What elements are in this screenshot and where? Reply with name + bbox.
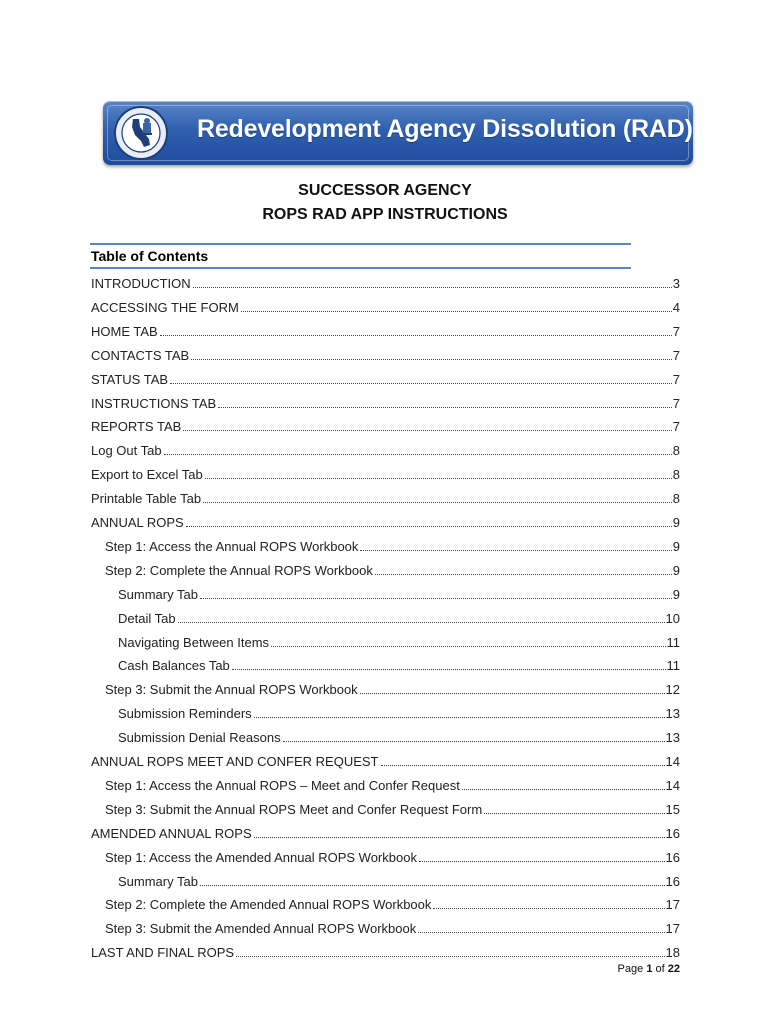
toc-entry[interactable] [105,912,680,936]
toc-entry-label: Step 3: Submit the Annual ROPS Meet and Confer Request Form [105,801,483,817]
toc-entry-label: Summary Tab [118,586,198,602]
department-of-finance-seal-icon [113,105,169,161]
toc-entry-label: Summary Tab [118,873,198,889]
toc-leader-dots [160,334,672,336]
toc-leader-dots [381,764,665,766]
toc-entry-page: 3 [672,276,680,291]
toc-leader-dots [183,429,671,431]
toc-entry[interactable] [105,530,680,554]
toc-entry-page: 9 [672,586,680,602]
toc-entry[interactable] [91,387,680,411]
toc-entry-page: 9 [672,538,680,554]
toc-entry-page: 8 [672,491,680,507]
toc-entry-label: LAST AND FINAL ROPS [91,945,235,961]
toc-entry-page: 13 [665,706,680,722]
toc-entry-label: INTRODUCTION [91,276,191,291]
toc-entry-label: Step 3: Submit the Amended Annual ROPS Workbook [105,921,417,937]
footer-total-pages: 22 [667,963,680,975]
toc-leader-dots [193,286,672,288]
document-title-line1: SUCCESSOR AGENCY [298,182,472,199]
toc-leader-dots [170,382,672,384]
toc-leader-dots [418,931,664,933]
toc-entry-page: 12 [665,682,680,698]
toc-top-rule [90,243,631,245]
toc-entry-page: 9 [672,562,680,578]
toc-leader-dots [186,525,672,527]
header-banner [103,101,693,165]
toc-entry-label: Cash Balances Tab [118,658,230,674]
toc-leader-dots [462,788,665,790]
toc-entry[interactable] [105,841,680,865]
toc-entry-label: Step 2: Complete the Annual ROPS Workbook [105,562,373,578]
toc-entry-page: 14 [665,754,680,769]
toc-entry[interactable] [118,602,680,626]
toc-entry-page: 7 [672,419,680,435]
toc-entry-page: 16 [665,873,680,889]
toc-entry[interactable] [118,649,680,673]
toc-entry-page: 16 [665,849,680,865]
toc-entry[interactable] [91,817,680,841]
toc-entry-page: 7 [672,323,680,339]
toc-entry[interactable] [91,339,680,363]
toc-entry[interactable] [105,793,680,817]
toc-entry[interactable] [91,267,680,291]
toc-entry-label: INSTRUCTIONS TAB [91,395,217,411]
toc-entry-page: 17 [665,921,680,937]
toc-entry-label: ACCESSING THE FORM [91,299,239,315]
toc-entry-page: 10 [665,610,680,626]
toc-entry[interactable] [118,865,680,889]
toc-leader-dots [236,955,664,957]
toc-entry[interactable] [118,697,680,721]
toc-entry-page: 13 [665,730,680,746]
toc-entry[interactable] [91,434,680,458]
toc-leader-dots [484,812,664,814]
toc-entry-page: 17 [665,897,680,913]
toc-entry[interactable] [105,554,680,578]
toc-entry-label: Submission Denial Reasons [118,730,281,746]
toc-leader-dots [271,645,665,647]
toc-entry[interactable] [118,721,680,745]
toc-heading: Table of Contents [91,248,209,264]
toc-entry-page: 7 [672,395,680,411]
toc-entry-label: Submission Reminders [118,706,252,722]
toc-entry[interactable] [91,410,680,434]
toc-entry[interactable] [91,363,680,387]
toc-entry[interactable] [105,888,680,912]
toc-entry-page: 8 [672,443,680,459]
toc-entry-page: 9 [672,515,680,530]
toc-entry-label: AMENDED ANNUAL ROPS [91,825,252,841]
toc-entry-page: 14 [665,777,680,793]
toc-entry-page: 18 [665,945,680,961]
toc-entry[interactable] [91,291,680,315]
toc-entry-label: Printable Table Tab [91,491,202,507]
toc-entry-page: 4 [672,299,680,315]
toc-leader-dots [178,621,665,623]
toc-leader-dots [360,692,665,694]
toc-leader-dots [419,860,665,862]
footer-of-word: of [655,963,665,975]
toc-entry[interactable] [105,769,680,793]
toc-entry[interactable] [105,673,680,697]
toc-entry[interactable] [91,482,680,506]
page-footer [618,963,680,975]
toc-leader-dots [232,668,666,670]
toc-leader-dots [200,597,672,599]
toc-entry-page: 7 [672,347,680,363]
toc-leader-dots [433,907,664,909]
toc-entry-label: Navigating Between Items [118,634,270,650]
toc-entry-page: 15 [665,801,680,817]
toc-entry-page: 11 [666,658,680,674]
toc-entry-label: HOME TAB [91,323,158,339]
toc-entry-label: Step 2: Complete the Amended Annual ROPS Workbook [105,897,432,913]
toc-leader-dots [360,549,671,551]
toc-entry[interactable] [118,626,680,650]
footer-current-page: 1 [646,963,653,975]
toc-entry[interactable] [91,458,680,482]
toc-leader-dots [218,406,672,408]
toc-leader-dots [283,740,665,742]
toc-entry[interactable] [91,745,680,769]
toc-leader-dots [191,358,672,360]
toc-entry-label: REPORTS TAB [91,419,182,435]
toc-entry-label: Step 1: Access the Annual ROPS Workbook [105,538,359,554]
toc-leader-dots [375,573,672,575]
toc-leader-dots [200,884,665,886]
toc-entry-label: Detail Tab [118,610,176,626]
toc-entry-label: Export to Excel Tab [91,467,203,483]
toc-entry[interactable] [118,578,680,602]
toc-leader-dots [254,716,665,718]
toc-leader-dots [241,310,672,312]
toc-entry-page: 16 [665,825,680,841]
toc-entry-page: 7 [672,371,680,387]
toc-entry-label: STATUS TAB [91,371,169,387]
toc-entry-label: ANNUAL ROPS [91,515,184,530]
banner-title: Redevelopment Agency Dissolution (RAD) [197,115,693,143]
toc-entry-label: Step 3: Submit the Annual ROPS Workbook [105,682,358,698]
toc-entry-page: 8 [672,467,680,483]
document-title-line2: ROPS RAD APP INSTRUCTIONS [262,206,508,223]
toc-entry[interactable] [91,506,680,530]
toc-leader-dots [205,477,672,479]
toc-leader-dots [164,453,672,455]
toc-entry-label: Step 1: Access the Annual ROPS – Meet and Confer Request [105,777,460,793]
toc-entry[interactable] [91,315,680,339]
toc-entry-label: Step 1: Access the Amended Annual ROPS Workbook [105,849,417,865]
toc-leader-dots [203,501,672,503]
toc-entry-label: CONTACTS TAB [91,347,190,363]
toc-leader-dots [254,836,665,838]
footer-page-word: Page [617,963,644,975]
toc-entry-label: Log Out Tab [91,443,162,459]
toc-entry-label: ANNUAL ROPS MEET AND CONFER REQUEST [91,754,379,769]
toc-entry[interactable] [91,936,680,960]
toc-entry-page: 11 [666,634,680,650]
